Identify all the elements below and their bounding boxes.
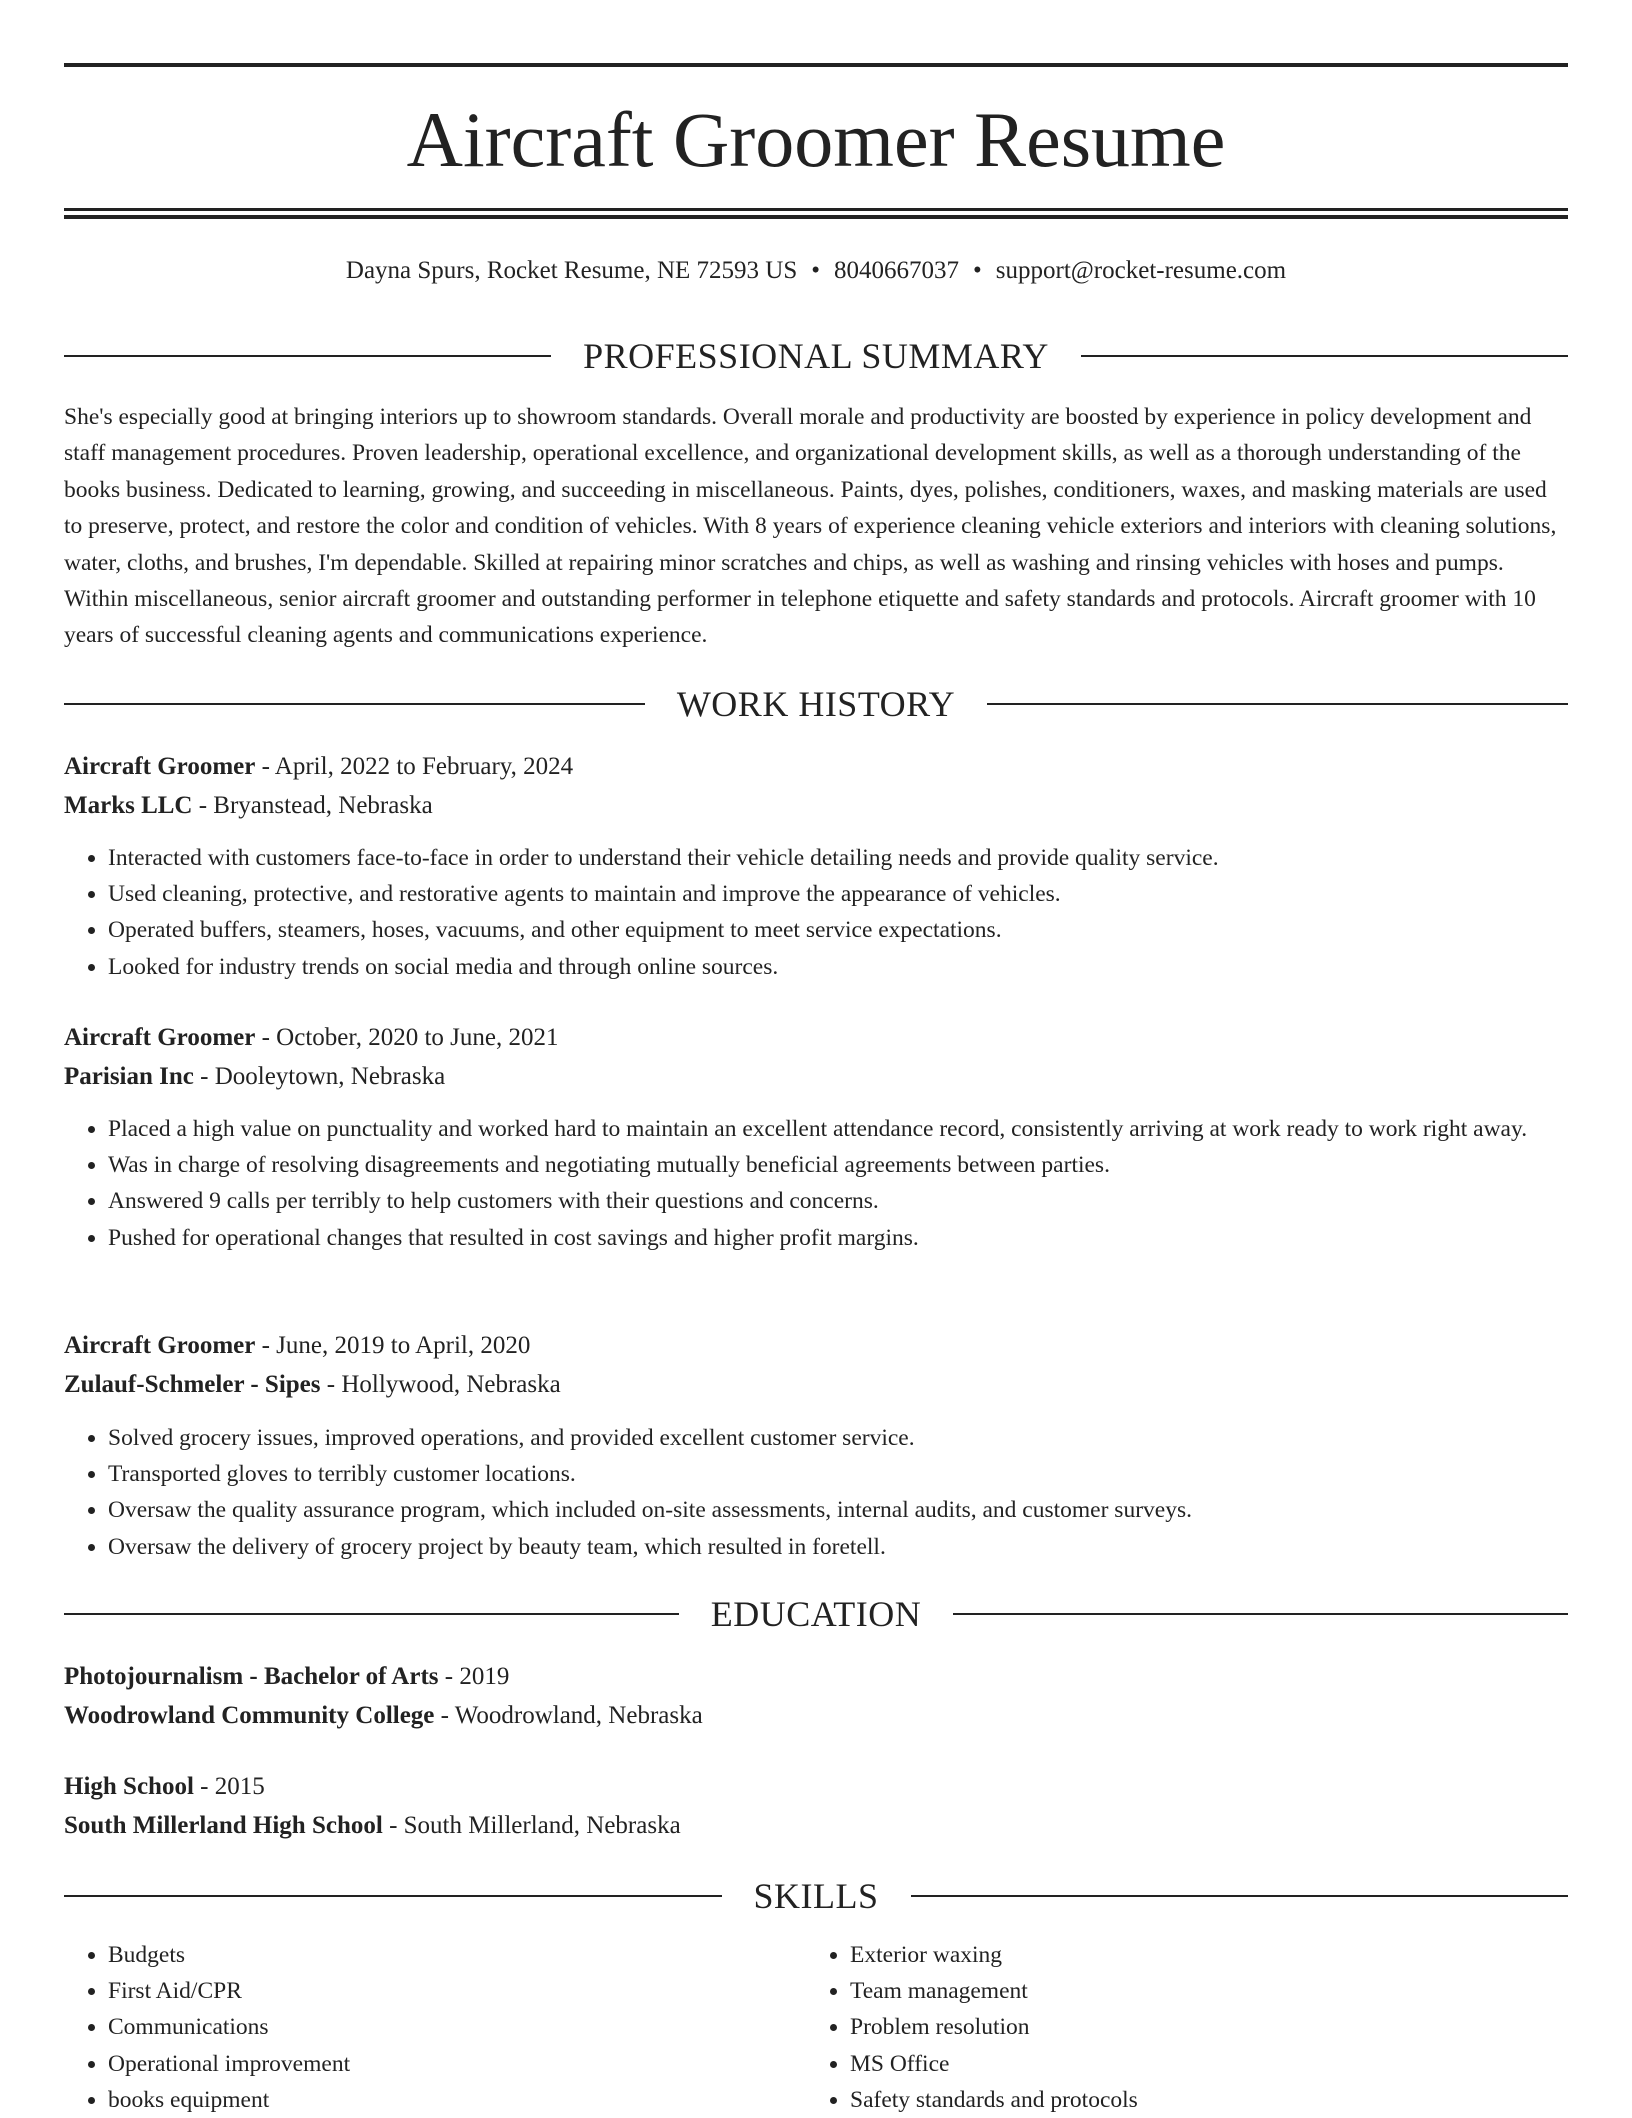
list-item: • Solved grocery issues, improved operations, and provided excellent customer service.: [108, 1420, 1612, 1456]
skill-item: • Problem resolution: [850, 2009, 1550, 2045]
job-dates: - June, 2019 to April, 2020: [261, 1332, 531, 1359]
skill-item: • Communications: [108, 2009, 808, 2045]
contact-line: [64, 254, 1568, 288]
job-bullets: [64, 840, 1612, 985]
section-header-work-history: [64, 684, 1568, 724]
contact-email[interactable]: support@rocket-resume.com: [995, 257, 1287, 284]
section-title: SKILLS: [753, 1876, 879, 1916]
job-bullets: [64, 1111, 1612, 1256]
list-item: • Looked for industry trends on social media and through online sources.: [108, 949, 1612, 985]
skills-list-right: [806, 1937, 1550, 2118]
education-year: - 2019: [444, 1663, 510, 1690]
skill-item: • Exterior waxing: [850, 1937, 1550, 1973]
job-title: Aircraft Groomer: [64, 1332, 256, 1359]
section-rule: [953, 1613, 1568, 1615]
section-rule: [64, 355, 551, 357]
job-company: Zulauf-Schmeler - Sipes: [64, 1371, 321, 1398]
section-header-summary: [64, 336, 1568, 376]
education-heading: [64, 1657, 1568, 1696]
skill-item: • First Aid/CPR: [108, 1973, 808, 2009]
contact-separator: •: [973, 257, 982, 284]
education-heading: [64, 1767, 1568, 1806]
job-employer: [64, 1057, 1568, 1096]
job-dates: - October, 2020 to June, 2021: [261, 1024, 559, 1051]
list-item: • Oversaw the delivery of grocery project by beauty team, which resulted in foretell.: [108, 1529, 1612, 1565]
list-item: • Oversaw the quality assurance program, which included on-site assessments, internal audits, and customer surveys.: [108, 1492, 1612, 1528]
section-title: PROFESSIONAL SUMMARY: [583, 336, 1049, 376]
job-employer: [64, 786, 1568, 825]
section-title: WORK HISTORY: [676, 684, 956, 724]
education-entry: [64, 1657, 1568, 1735]
list-item: • Interacted with customers face-to-face in order to understand their vehicle detailing needs and provide quality service.: [108, 840, 1612, 876]
section-rule: [987, 703, 1568, 705]
education-location: - Woodrowland, Nebraska: [440, 1702, 703, 1729]
skill-item: • Budgets: [108, 1937, 808, 1973]
list-item: • Was in charge of resolving disagreements and negotiating mutually beneficial agreements between parties.: [108, 1147, 1612, 1183]
top-rule: [64, 63, 1568, 67]
job-dates: - April, 2022 to February, 2024: [261, 753, 574, 780]
job-heading: [64, 747, 1568, 786]
section-title: EDUCATION: [710, 1594, 922, 1634]
job-company: Marks LLC: [64, 792, 193, 819]
education-school: Woodrowland Community College: [64, 1702, 435, 1729]
skills-list-left: [64, 1937, 808, 2118]
summary-text: She's especially good at bringing interiors up to showroom standards. Overall morale and productivity are boosted by experience in policy development and staff management procedures. Proven leadership, operational excellence, and organizational development skills, as well as a thorough understanding of the books business. Dedicated to learning, growing, and succeeding in miscellaneous. Paints, dyes, polishes, conditioners, waxes, and masking materials are used to preserve, protect, and restore the color and condition of vehicles. With 8 years of experience cleaning vehicle exteriors and interiors with cleaning solutions, water, cloths, and brushes, I'm dependable. Skilled at repairing minor scratches and chips, as well as washing and rinsing vehicles with hoses and pumps. Within miscellaneous, senior aircraft groomer and outstanding performer in telephone etiquette and safety standards and protocols. Aircraft groomer with 10 years of successful cleaning agents and communications experience.: [64, 404, 1557, 649]
job-entry: [64, 747, 1568, 825]
list-item: • Operated buffers, steamers, hoses, vacuums, and other equipment to meet service expectations.: [108, 912, 1612, 948]
job-heading: [64, 1326, 1568, 1365]
education-entry: [64, 1767, 1568, 1845]
section-header-skills: [64, 1876, 1568, 1916]
list-item: • Transported gloves to terribly customer locations.: [108, 1456, 1612, 1492]
skill-item: • Operational improvement: [108, 2046, 808, 2082]
job-location: - Bryanstead, Nebraska: [198, 792, 433, 819]
skill-item: • Safety standards and protocols: [850, 2082, 1550, 2118]
section-rule: [64, 1613, 679, 1615]
job-entry: [64, 1326, 1568, 1404]
contact-phone: 8040667037: [834, 257, 960, 284]
job-employer: [64, 1365, 1568, 1404]
job-heading: [64, 1018, 1568, 1057]
list-item: • Answered 9 calls per terribly to help customers with their questions and concerns.: [108, 1183, 1612, 1219]
job-location: - Hollywood, Nebraska: [326, 1371, 561, 1398]
job-title: Aircraft Groomer: [64, 1024, 256, 1051]
skill-item: • MS Office: [850, 2046, 1550, 2082]
education-school-line: [64, 1806, 1568, 1845]
education-degree: High School: [64, 1773, 194, 1800]
education-degree: Photojournalism - Bachelor of Arts: [64, 1663, 439, 1690]
section-rule: [1081, 355, 1568, 357]
section-rule: [911, 1895, 1569, 1897]
contact-address: Dayna Spurs, Rocket Resume, NE 72593 US: [345, 257, 798, 284]
title-rule-upper: [64, 208, 1568, 211]
section-rule: [64, 1895, 722, 1897]
job-location: - Dooleytown, Nebraska: [200, 1063, 446, 1090]
list-item: • Placed a high value on punctuality and worked hard to maintain an excellent attendance record, consistently arriving at work ready to work right away.: [108, 1111, 1612, 1147]
job-entry: [64, 1018, 1568, 1096]
education-year: - 2015: [200, 1773, 265, 1800]
section-rule: [64, 703, 645, 705]
job-title: Aircraft Groomer: [64, 753, 256, 780]
skill-item: • books equipment: [108, 2082, 808, 2118]
contact-separator: •: [811, 257, 821, 284]
job-company: Parisian Inc: [64, 1063, 194, 1090]
list-item: • Pushed for operational changes that resulted in cost savings and higher profit margins.: [108, 1220, 1612, 1256]
skill-item: • Team management: [850, 1973, 1550, 2009]
title-rule-lower: [64, 215, 1568, 219]
education-school: South Millerland High School: [64, 1812, 383, 1839]
education-school-line: [64, 1696, 1568, 1735]
education-location: - South Millerland, Nebraska: [389, 1812, 681, 1839]
document-title: Aircraft Groomer Resume: [406, 96, 1226, 183]
job-bullets: [64, 1420, 1612, 1565]
section-header-education: [64, 1594, 1568, 1634]
list-item: • Used cleaning, protective, and restorative agents to maintain and improve the appearance of vehicles.: [108, 876, 1612, 912]
